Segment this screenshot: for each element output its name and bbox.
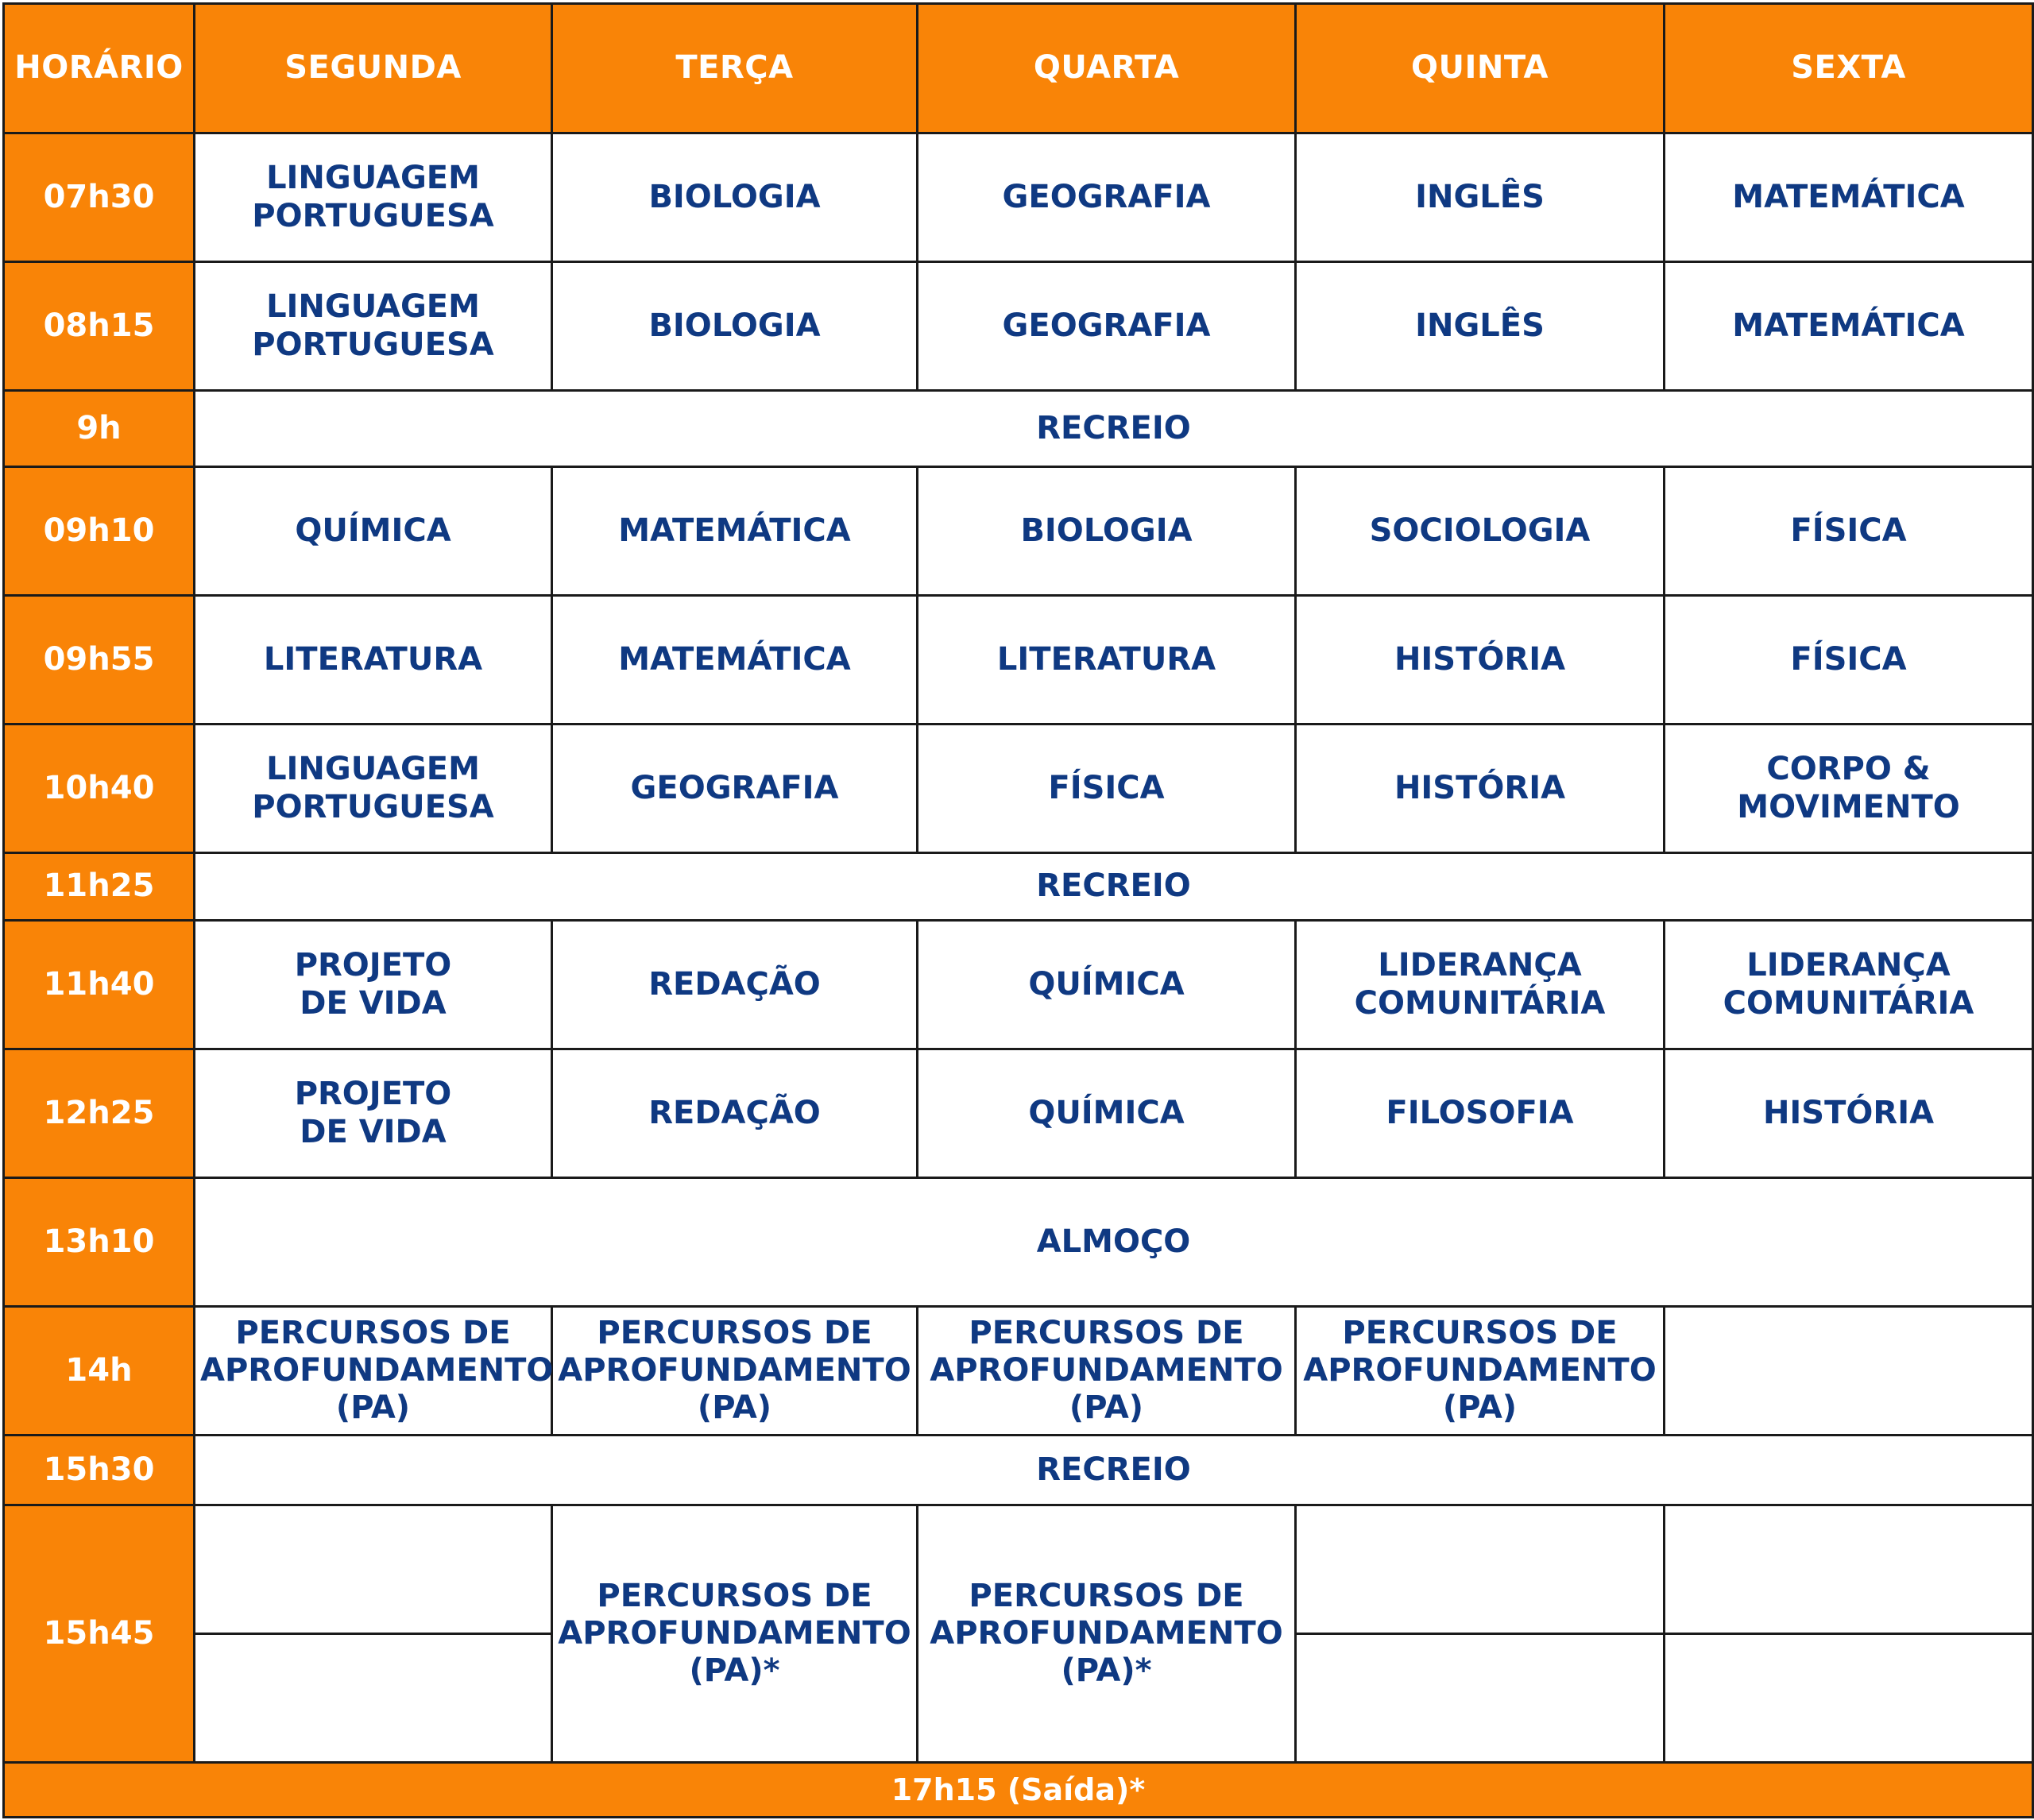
subject-cell: LIDERANÇA COMUNITÁRIA [1665,921,2033,1049]
subject-cell: MATEMÁTICA [1665,262,2033,391]
subject-cell: QUÍMICA [918,921,1296,1049]
subject-cell: REDAÇÃO [552,921,918,1049]
break-row [4,1436,2033,1505]
header-time: HORÁRIO [4,4,195,133]
lunch-row [4,1178,2033,1307]
empty-cell [195,1505,552,1634]
footer-row [4,1763,2033,1818]
table-row [4,467,2033,596]
empty-cell [1296,1634,1665,1763]
break-row [4,391,2033,467]
subject-cell: PERCURSOS DE APROFUNDAMENTO (PA)* [918,1505,1296,1763]
subject-cell: BIOLOGIA [552,133,918,262]
subject-cell: PROJETO DE VIDA [195,1049,552,1178]
subject-cell: PERCURSOS DE APROFUNDAMENTO (PA) [552,1307,918,1436]
header-thursday: QUINTA [1296,4,1665,133]
subject-cell: LINGUAGEM PORTUGUESA [195,133,552,262]
subject-cell: LIDERANÇA COMUNITÁRIA [1296,921,1665,1049]
time-cell: 13h10 [4,1178,195,1307]
break-cell: RECREIO [195,853,2033,921]
subject-cell: SOCIOLOGIA [1296,467,1665,596]
subject-cell: MATEMÁTICA [552,596,918,725]
subject-cell: MATEMÁTICA [1665,133,2033,262]
empty-cell [1665,1634,2033,1763]
subject-cell: PERCURSOS DE APROFUNDAMENTO (PA) [1296,1307,1665,1436]
time-cell: 09h10 [4,467,195,596]
time-cell: 08h15 [4,262,195,391]
time-cell: 09h55 [4,596,195,725]
subject-cell: GEOGRAFIA [552,725,918,853]
subject-cell: LITERATURA [918,596,1296,725]
subject-cell: REDAÇÃO [552,1049,918,1178]
subject-cell: PERCURSOS DE APROFUNDAMENTO (PA) [195,1307,552,1436]
subject-cell: QUÍMICA [195,467,552,596]
table-row [4,1505,2033,1634]
subject-cell: HISTÓRIA [1296,725,1665,853]
subject-cell: LINGUAGEM PORTUGUESA [195,725,552,853]
subject-cell: BIOLOGIA [918,467,1296,596]
subject-cell: INGLÊS [1296,133,1665,262]
time-cell: 15h45 [4,1505,195,1763]
time-cell: 11h25 [4,853,195,921]
subject-cell: QUÍMICA [918,1049,1296,1178]
empty-cell [1296,1505,1665,1634]
header-monday: SEGUNDA [195,4,552,133]
subject-cell: FILOSOFIA [1296,1049,1665,1178]
time-cell: 12h25 [4,1049,195,1178]
break-cell: RECREIO [195,391,2033,467]
header-tuesday: TERÇA [552,4,918,133]
break-row [4,853,2033,921]
schedule-container [2,2,2032,1818]
time-cell: 15h30 [4,1436,195,1505]
time-cell: 07h30 [4,133,195,262]
subject-cell: PERCURSOS DE APROFUNDAMENTO (PA) [918,1307,1296,1436]
subject-cell: LITERATURA [195,596,552,725]
lunch-cell: ALMOÇO [195,1178,2033,1307]
subject-cell: GEOGRAFIA [918,133,1296,262]
time-cell: 9h [4,391,195,467]
table-row [4,596,2033,725]
subject-cell: FÍSICA [1665,467,2033,596]
table-row [4,725,2033,853]
subject-cell: CORPO & MOVIMENTO [1665,725,2033,853]
time-cell: 11h40 [4,921,195,1049]
break-cell: RECREIO [195,1436,2033,1505]
table-row [4,262,2033,391]
header-friday: SEXTA [1665,4,2033,133]
subject-cell: GEOGRAFIA [918,262,1296,391]
time-cell: 10h40 [4,725,195,853]
subject-cell: FÍSICA [918,725,1296,853]
header-row [4,4,2033,133]
table-row [4,1307,2033,1436]
subject-cell: LINGUAGEM PORTUGUESA [195,262,552,391]
empty-cell [1665,1307,2033,1436]
exit-time-footer: 17h15 (Saída)* [4,1763,2033,1818]
class-schedule-table [2,2,2034,1818]
subject-cell: MATEMÁTICA [552,467,918,596]
empty-cell [1665,1505,2033,1634]
empty-cell [195,1634,552,1763]
table-row [4,1049,2033,1178]
time-cell: 14h [4,1307,195,1436]
subject-cell: BIOLOGIA [552,262,918,391]
header-wednesday: QUARTA [918,4,1296,133]
table-row [4,921,2033,1049]
subject-cell: FÍSICA [1665,596,2033,725]
subject-cell: PERCURSOS DE APROFUNDAMENTO (PA)* [552,1505,918,1763]
subject-cell: HISTÓRIA [1296,596,1665,725]
subject-cell: PROJETO DE VIDA [195,921,552,1049]
subject-cell: INGLÊS [1296,262,1665,391]
subject-cell: HISTÓRIA [1665,1049,2033,1178]
table-row [4,133,2033,262]
